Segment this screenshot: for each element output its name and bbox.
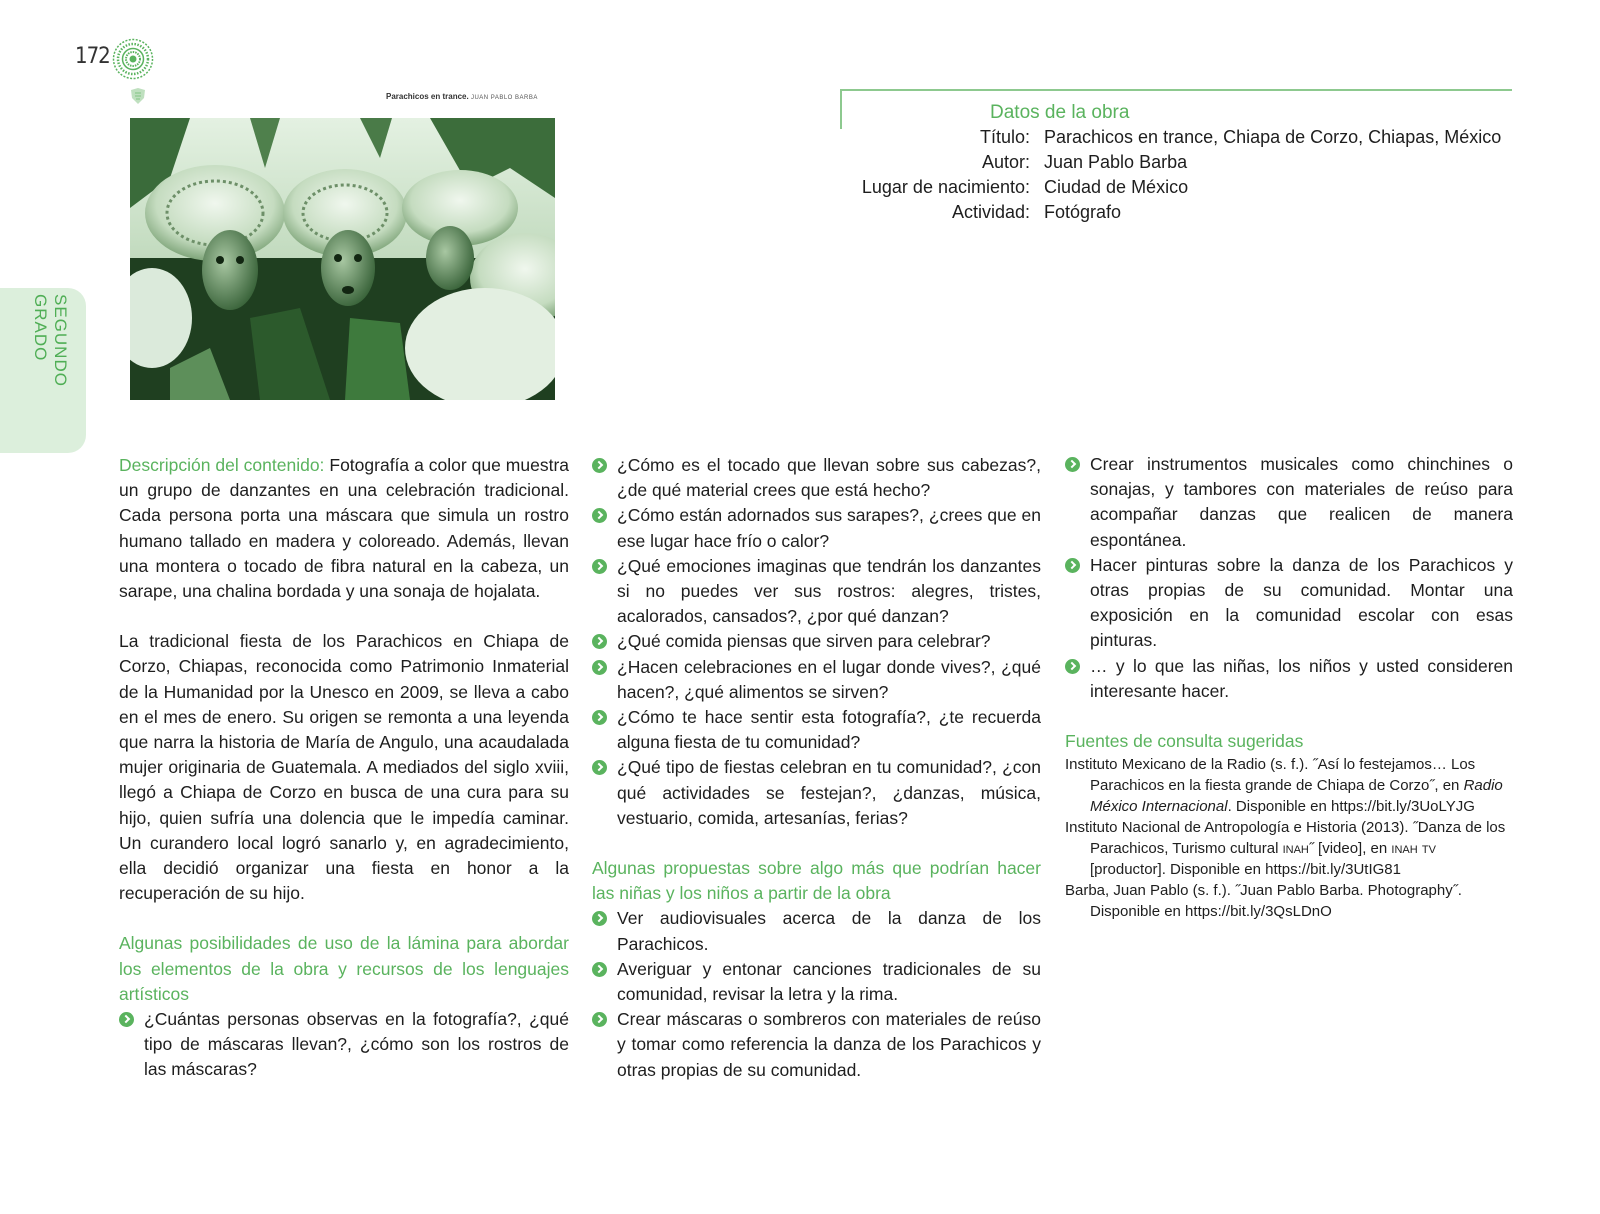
description-paragraph <box>119 453 569 604</box>
question-item: ¿Cómo están adornados sus sarapes?, ¿crees que en ese lugar hace frío o calor? <box>592 503 1041 553</box>
page-number: 172 <box>75 44 110 69</box>
reference-item: Barba, Juan Pablo (s. f.). ˝Juan Pablo Barba. Photography˝. Disponible en https://bit.ly/3QsLDnO <box>1065 882 1462 921</box>
history-paragraph: La tradicional fiesta de los Parachicos en Chiapa de Corzo, Chiapas, reconocida como Patrimonio Inmaterial de la Humanidad por la Unesco en 2009, se lleva a cabo en el mes de enero. Su origen se remonta a una leyenda que narra la historia de María de Angulo, una acaudalada mujer originaria de Guatemala. A mediados del siglo xviii, llegó a Chiapa de Corzo en busca de una cura para su hijo, quien sufría una dolencia que le impedía caminar. Un curandero local logró sanarlo y, en agradecimiento, ella decidió organizar una fiesta en honor a la recuperación de su hijo. <box>119 631 569 904</box>
question-item: ¿Cómo te hace sentir esta fotografía?, ¿te recuerda alguna fiesta de tu comunidad? <box>592 705 1041 755</box>
reference-item: Instituto Mexicano de la Radio (s. f.). ˝Así lo festejamos… Los Parachicos en la fiesta grande de Chiapa de Corzo˝, en Radio México Internacional. Disponible en https://bit.ly/3UoLYJG <box>1065 756 1503 816</box>
question-item: ¿Qué emociones imaginas que tendrán los danzantes si no puedes ver sus rostros: alegres, tristes, acalorados, cansados?, ¿por qué danzan? <box>592 554 1041 630</box>
datos-label: Actividad: <box>951 202 1030 222</box>
rosette-ornament-icon <box>112 38 154 80</box>
proposal-item: Crear máscaras o sombreros con materiales de reúso y tomar como referencia la danza de los Parachicos y otras propias de su comunidad. <box>592 1007 1041 1083</box>
datos-value: Juan Pablo Barba <box>1044 152 1188 172</box>
grade-side-tab-label: SEGUNDO GRADO <box>31 294 70 387</box>
question-item: ¿Qué comida piensas que sirven para celebrar? <box>592 629 1041 654</box>
column-3 <box>1065 452 1513 922</box>
question-item: ¿Cuántas personas observas en la fotografía?, ¿qué tipo de máscaras llevan?, ¿cómo son los rostros de las máscaras? <box>119 1007 569 1083</box>
proposal-item: Crear instrumentos musicales como chinchines o sonajas, y tambores con materiales de reúso para acompañar danzas que realicen de manera espontánea. <box>1065 452 1513 553</box>
photo-caption <box>386 92 538 101</box>
datos-frame <box>840 89 1512 129</box>
photo-caption-author: JUAN PABLO BARBA <box>470 95 538 101</box>
reference-item: Instituto Nacional de Antropología e Historia (2013). ˝Danza de los Parachicos, Turismo cultural inah˝ [video], en inah tv [productor]. Disponible en https://bit.ly/3UtIG81 <box>1065 819 1506 879</box>
datos-label: Título: <box>979 127 1030 147</box>
column-1 <box>119 453 569 1083</box>
proposal-item: Ver audiovisuales acerca de la danza de los Parachicos. <box>592 906 1041 956</box>
proposal-item: Averiguar y entonar canciones tradicionales de su comunidad, revisar la letra y la rima. <box>592 957 1041 1007</box>
datos-label: Autor: <box>981 152 1030 172</box>
section-heading: Algunas propuestas sobre algo más que podrían hacer las niñas y los niños a partir de la obra <box>592 858 1041 904</box>
emblem-icon <box>128 86 148 106</box>
datos-value: Parachicos en trance, Chiapa de Corzo, Chiapas, México <box>1044 127 1502 147</box>
references-heading: Fuentes de consulta sugeridas <box>1065 731 1304 752</box>
description-text: Fotografía a color que muestra un grupo de danzantes en una celebración tradicional. Cada persona porta una máscara que simula un rostro humano tallado en madera y coloreado. Además, llevan una montera o tocado de fibra natural en la cabeza, un sarape, una chalina bordada y una sonaja de hojalata. <box>119 455 570 602</box>
grade-side-tab <box>0 288 86 453</box>
datos-title: Datos de la obra <box>990 102 1130 123</box>
question-item: ¿Hacen celebraciones en el lugar donde vives?, ¿qué hacen?, ¿qué alimentos se sirven? <box>592 655 1041 705</box>
question-item: ¿Qué tipo de fiestas celebran en tu comunidad?, ¿con qué actividades se festejan?, ¿danzas, música, vestuario, comida, artesanías, ferias? <box>592 755 1041 831</box>
question-item: ¿Cómo es el tocado que llevan sobre sus cabezas?, ¿de qué material crees que está hecho? <box>592 453 1041 503</box>
proposal-item: … y lo que las niñas, los niños y usted consideren interesante hacer. <box>1065 654 1513 704</box>
proposal-item: Hacer pinturas sobre la danza de los Parachicos y otras propias de su comunidad. Montar una exposición en la comunidad escolar con esas pinturas. <box>1065 553 1513 654</box>
photo-caption-title: Parachicos en trance. <box>386 92 469 101</box>
description-label: Descripción del contenido: <box>119 455 325 475</box>
column-2 <box>592 453 1041 1083</box>
section-heading: Algunas posibilidades de uso de la lámina para abordar los elementos de la obra y recursos de los lenguajes artísticos <box>119 933 569 1004</box>
datos-label: Lugar de nacimiento: <box>861 177 1030 197</box>
datos-value: Ciudad de México <box>1044 177 1189 197</box>
datos-value: Fotógrafo <box>1044 202 1122 222</box>
